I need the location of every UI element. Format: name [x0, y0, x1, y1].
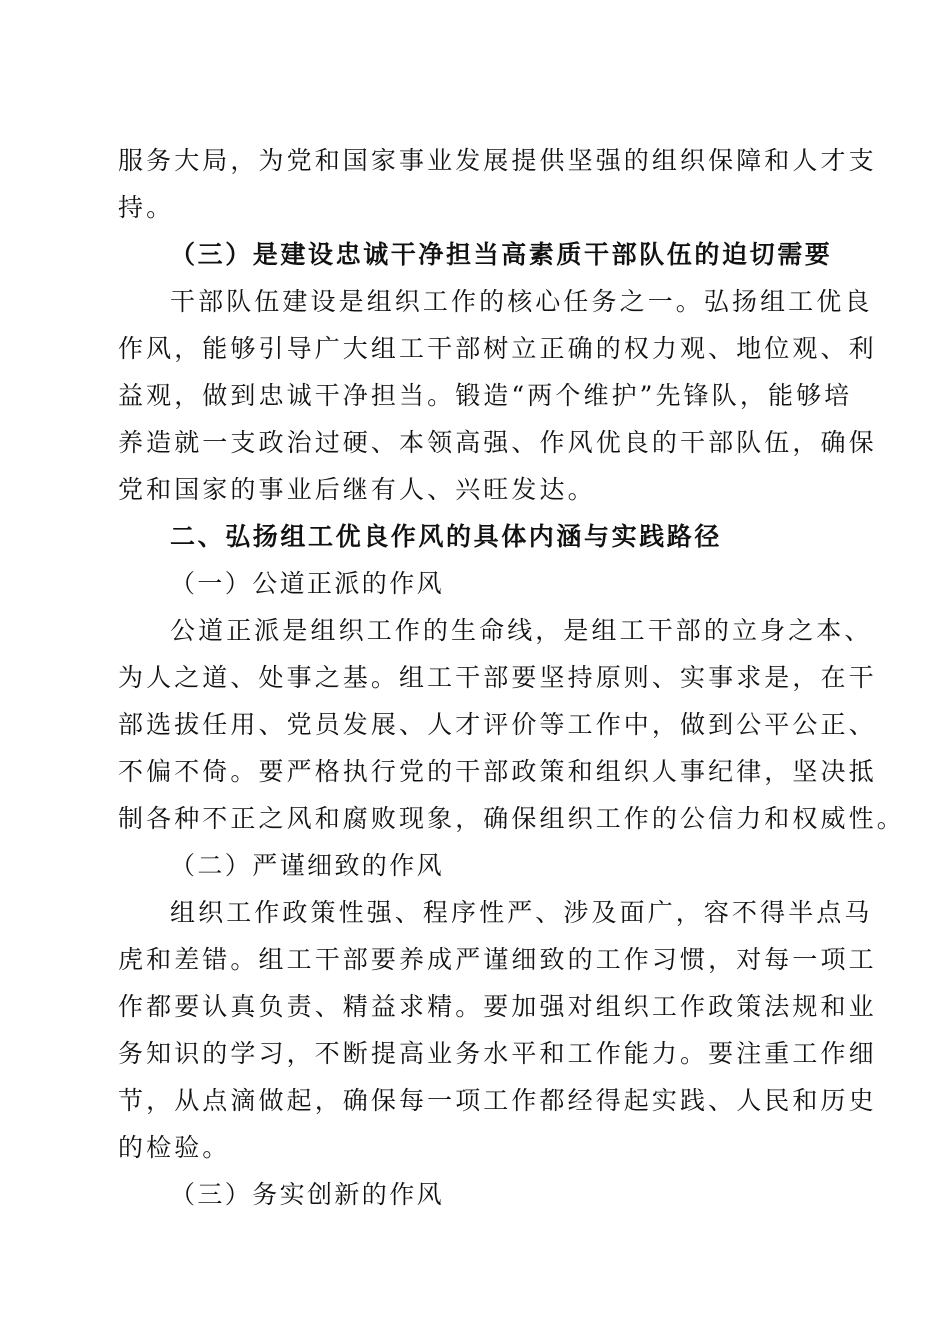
body-line: 持。	[118, 193, 175, 222]
body-line: 制各种不正之风和腐败现象，确保组织工作的公信力和权威性。	[118, 804, 905, 833]
body-line: 不偏不倚。要严格执行党的干部政策和组织人事纪律，坚决抵	[118, 757, 877, 786]
body-line: 部选拔任用、党员发展、人才评价等工作中，做到公平公正、	[118, 710, 877, 739]
body-line: 的检验。	[118, 1133, 231, 1162]
chapter-heading: 二、弘扬组工优良作风的具体内涵与实践路径	[170, 522, 723, 551]
body-line: 虎和差错。组工干部要养成严谨细致的工作习惯，对每一项工	[118, 945, 877, 974]
body-line: 益观，做到忠诚干净担当。锻造“两个维护”先锋队，能够培	[118, 381, 853, 410]
body-line: 养造就一支政治过硬、本领高强、作风优良的干部队伍，确保	[118, 428, 877, 457]
body-line: 作都要认真负责、精益求精。要加强对组织工作政策法规和业	[118, 992, 877, 1021]
body-line: 为人之道、处事之基。组工干部要坚持原则、实事求是，在干	[118, 663, 877, 692]
body-line: 服务大局，为党和国家事业发展提供坚强的组织保障和人才支	[118, 146, 877, 175]
section-heading: （三）是建设忠诚干净担当高素质干部队伍的迫切需要	[170, 240, 833, 269]
body-line: 公道正派是组织工作的生命线，是组工干部的立身之本、	[170, 616, 873, 645]
subsection-heading: （三）务实创新的作风	[170, 1180, 445, 1209]
subsection-heading: （二）严谨细致的作风	[170, 851, 445, 880]
body-line: 组织工作政策性强、程序性严、涉及面广，容不得半点马	[170, 898, 873, 927]
body-line: 党和国家的事业后继有人、兴旺发达。	[118, 475, 596, 504]
body-line: 干部队伍建设是组织工作的核心任务之一。弘扬组工优良	[170, 287, 873, 316]
body-line: 作风，能够引导广大组工干部树立正确的权力观、地位观、利	[118, 334, 877, 363]
body-line: 务知识的学习，不断提高业务水平和工作能力。要注重工作细	[118, 1039, 877, 1068]
body-line: 节，从点滴做起，确保每一项工作都经得起实践、人民和历史	[118, 1086, 877, 1115]
subsection-heading: （一）公道正派的作风	[170, 569, 445, 598]
